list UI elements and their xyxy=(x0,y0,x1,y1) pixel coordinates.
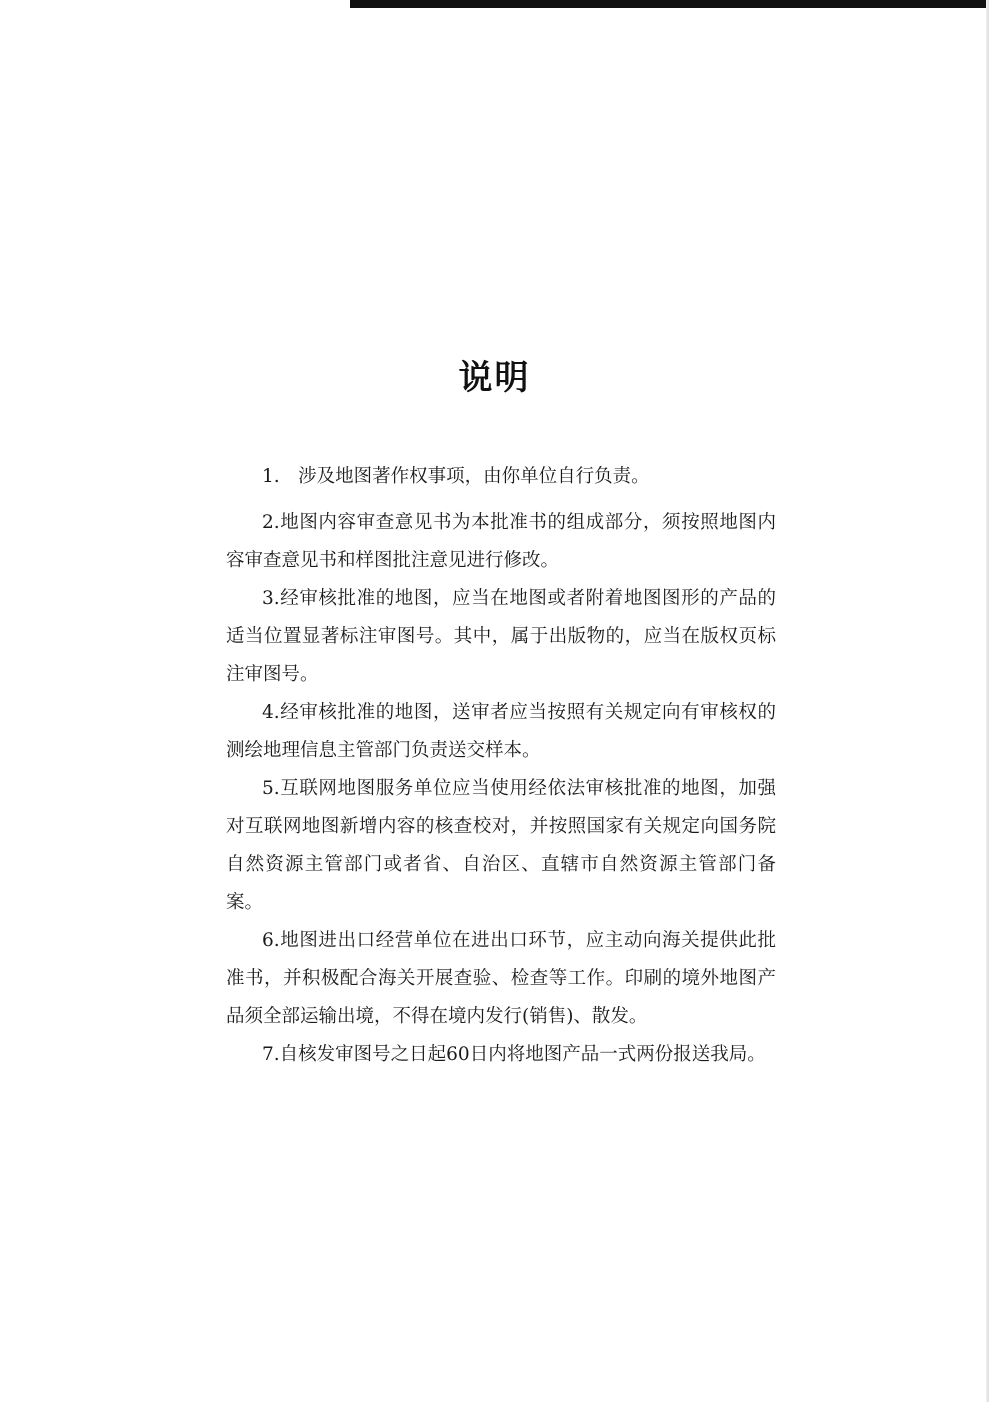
note-item: 6.地图进出口经营单位在进出口环节，应主动向海关提供此批准书，并积极配合海关开展查验、检查等工作。印刷的境外地图产品须全部运输出境，不得在境内发行(销售)、散发。 xyxy=(226,930,776,1027)
note-item: 5.互联网地图服务单位应当使用经依法审核批准的地图，加强对互联网地图新增内容的核查校对，并按照国家有关规定向国务院自然资源主管部门或者省、自治区、直辖市自然资源主管部门备案。 xyxy=(226,778,776,913)
note-item: 2.地图内容审查意见书为本批准书的组成部分，须按照地图内容审查意见书和样图批注意见进行修改。 xyxy=(226,512,776,571)
scan-top-edge xyxy=(350,0,989,8)
note-item: 7.自核发审图号之日起60日内将地图产品一式两份报送我局。 xyxy=(262,1044,766,1065)
page-title: 说明 xyxy=(458,358,531,398)
notes-list xyxy=(226,458,776,1074)
note-item: 4.经审核批准的地图，送审者应当按照有关规定向有审核权的测绘地理信息主管部门负责送交样本。 xyxy=(226,702,776,761)
note-item: 1. 涉及地图著作权事项，由你单位自行负责。 xyxy=(262,466,650,487)
note-item: 3.经审核批准的地图，应当在地图或者附着地图图形的产品的适当位置显著标注审图号。其中，属于出版物的，应当在版权页标注审图号。 xyxy=(226,588,776,685)
